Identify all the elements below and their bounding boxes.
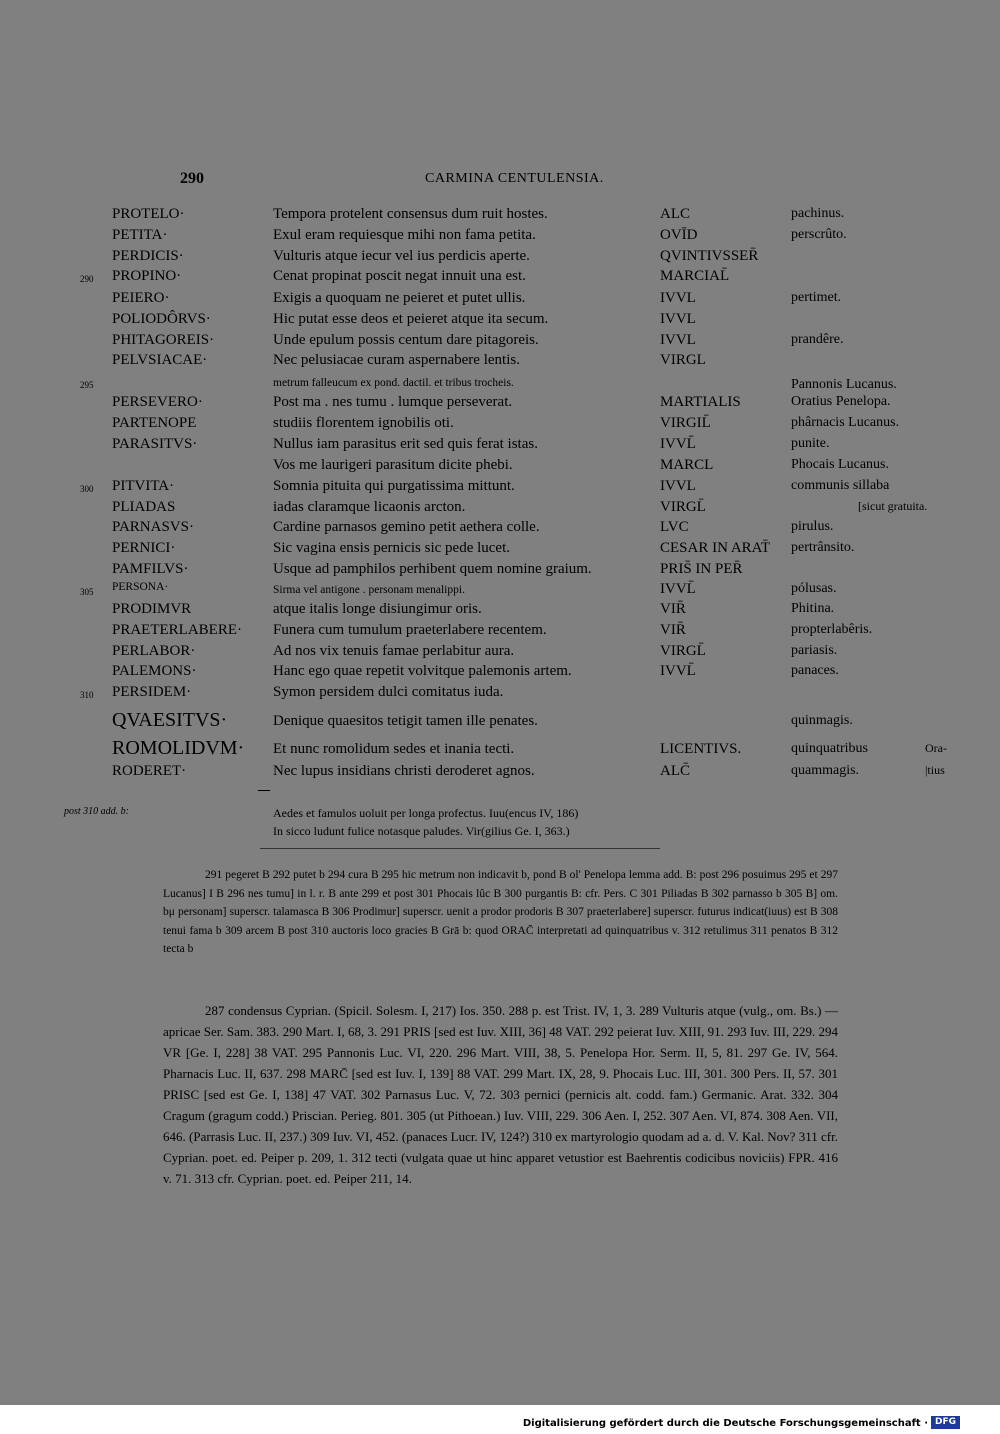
verse-text: Nullus iam parasitus erit sed quis ferat istas. [273, 436, 538, 452]
source-attribution: IVVL̄ [660, 663, 696, 679]
dfg-logo: DFG [931, 1416, 960, 1429]
verse-row [0, 519, 1000, 540]
apparatus-variants: 291 pegeret B 292 putet b 294 cura B 295 hic metrum non indicavit b, pond B ol' Penelopa lemma add. B: post 296 posuimus 295 et 297 Lucanus] I B 296 nes tumu] in l. r. B ante 299 et post 301 Phocais lûc B 300 purgantis B: cfr. Pers. C 301 Piliadas B 302 parnasso b 305 B] om. bμ personam] superscr. talamasca B 306 Prodimur] superscr. uenit a prodor prodoris B 307 praeterlabere] superscr. futurus indicat(iuus) est B 308 tenui fama b 309 arcem B post 310 auctoris loco gracies B Grā b: quod ORAC̄ interpretati ad quinquatribus v. 312 retulimus 311 penatos B 312 tecta b [163, 869, 838, 956]
verse-text: Nec pelusiacae curam aspernabere lentis. [273, 352, 520, 368]
gloss: quinquatribus [791, 741, 868, 756]
verse-row [0, 601, 1000, 622]
gloss: prandêre. [791, 332, 844, 347]
verse-row [0, 763, 1000, 784]
gloss: pertimet. [791, 290, 842, 305]
verse-text: Hic putat esse deos et peieret atque ita secum. [273, 311, 549, 327]
verse-row [0, 206, 1000, 227]
verse-text: Vos me laurigeri parasitum dicite phebi. [273, 457, 513, 473]
verse-row [0, 478, 1000, 499]
line-number: 310 [80, 690, 94, 700]
verse-row [0, 352, 1000, 373]
verse-text: Cenat propinat poscit negat innuit una est. [273, 268, 526, 284]
verse-text: metrum falleucum ex pond. dactil. et tribus trocheis. [273, 377, 514, 389]
verse-row [0, 561, 1000, 582]
source-attribution: IVVL̄ [660, 436, 696, 452]
addendum-line: In sicco ludunt fulice notasque paludes. Vir(gilius Ge. I, 363.) [273, 824, 570, 838]
source-attribution: CESAR IN ARAT̄ [660, 540, 771, 556]
lemma: ROMOLIDVM· [112, 737, 245, 759]
verse-text: iadas claramque licaonis arcton. [273, 499, 466, 515]
verse-text: Sirma vel antigone . personam menalippi. [273, 584, 465, 596]
verse-row [0, 663, 1000, 684]
lemma: PEIERO· [112, 290, 170, 306]
verse-row [0, 540, 1000, 561]
lemma: PETITA· [112, 227, 168, 243]
source-attribution: MARCL [660, 457, 714, 473]
gloss: panaces. [791, 663, 839, 678]
source-attribution: ALC̄ [660, 763, 690, 779]
verse-text: Tempora protelent consensus dum ruit hostes. [273, 206, 548, 222]
source-attribution: MARTIALIS [660, 394, 741, 410]
lemma: PITVITA· [112, 478, 175, 494]
lemma: PAMFILVS· [112, 561, 189, 577]
source-attribution: VIRGL̄ [660, 499, 706, 515]
verse-row [0, 268, 1000, 289]
gloss: punite. [791, 436, 830, 451]
verse-row [0, 643, 1000, 664]
verse-text: Symon persidem dulci comitatus iuda. [273, 684, 504, 700]
footer-text: Digitalisierung gefördert durch die Deutsche Forschungsgemeinschaft · [522, 1418, 928, 1429]
lemma: PELVSIACAE· [112, 352, 208, 368]
lemma: RODERET· [112, 763, 187, 779]
source-attribution: IVVL [660, 332, 696, 348]
verse-row [0, 436, 1000, 457]
source-attribution: IVVL [660, 290, 696, 306]
gloss: pariasis. [791, 643, 838, 658]
separator-rule [260, 848, 660, 849]
lemma: PRAETERLABERE· [112, 622, 242, 638]
gloss: Phocais Lucanus. [791, 457, 889, 472]
gloss-continuation: Ora- [925, 741, 947, 755]
gloss-continuation: |tius [925, 763, 945, 777]
gloss: Oratius Penelopa. [791, 394, 891, 409]
verse-text: Unde epulum possis centum dare pitagoreis. [273, 332, 539, 348]
line-number: 295 [80, 380, 94, 390]
gloss: communis sillaba [791, 478, 890, 493]
source-attribution: VIRGIL̄ [660, 415, 711, 431]
gloss: Phitina. [791, 601, 835, 616]
separator-dash [258, 790, 270, 791]
verse-row [0, 457, 1000, 478]
source-attribution: VIR̄ [660, 622, 686, 638]
source-attribution: MARCIAL̄ [660, 268, 730, 284]
lemma: PALEMONS· [112, 663, 197, 679]
gloss-continuation: [sicut gratuita. [858, 499, 928, 513]
source-attribution: IVVL [660, 478, 696, 494]
verse-text: atque italis longe disiungimur oris. [273, 601, 482, 617]
gloss: Pannonis Lucanus. [791, 377, 897, 392]
verse-text: studiis florentem ignobilis oti. [273, 415, 454, 431]
page-number: 290 [180, 170, 204, 187]
lemma: PERSIDEM· [112, 684, 192, 700]
verse-row [0, 290, 1000, 311]
source-attribution: IVVL̄ [660, 581, 696, 597]
verse-row [0, 394, 1000, 415]
verse-row [0, 248, 1000, 269]
gloss: quinmagis. [791, 713, 853, 728]
verse-row [0, 581, 1000, 602]
source-attribution: VIRGL [660, 352, 706, 368]
verse-text: Cardine parnasos gemino petit aethera colle. [273, 519, 540, 535]
verse-text: Nec lupus insidians christi deroderet agnos. [273, 763, 535, 779]
apparatus-sources: 287 condensus Cyprian. (Spicil. Solesm. I, 217) Ios. 350. 288 p. est Trist. IV, 1, 3. 289 Vulturis atque (vulg., om. Bs.) — apricae Ser. Sam. 383. 290 Mart. I, 68, 3. 291 PRIS [sed est Iuv. XIII, 36] 48 VAT. 292 peierat Iuv. XIII, 91. 293 Iuv. III, 229. 294 VR [Ge. I, 228] 38 VAT. 295 Pannonis Luc. VI, 220. 296 Mart. VIII, 38, 5. Penelopa Hor. Serm. II, 5, 81. 297 Ge. IV, 564. Pharnacis Luc. II, 637. 298 MARC̄ [sed est Iuv. I, 139] 88 VAT. 299 Mart. IX, 28, 9. Phocais Luc. III, 301. 300 Pers. II, 57. 301 PRISC [sed est Ge. I, 138] 47 VAT. 302 Parnasus Luc. V, 72. 303 pernici (pernicis alt. codd. fam.) Germanic. Arat. 332. 304 Cragum (gragum codd.) Priscian. Perieg. 801. 305 (ut Pithoean.) Iuv. VIII, 229. 306 Aen. I, 252. 307 Aen. VI, 874. 308 Aen. VII, 646. (Parrasis Luc. II, 237.) 309 Iuv. VI, 452. (panaces Lucr. IV, 124?) 310 ex martyrologio quodam ad a. d. V. Kal. Nov? 311 cfr. Cyprian. poet. ed. Peiper p. 209, 1. 312 tecti (vulgata quae ut hinc apparet vetustior est Baehrentis codicibus noviciis) FPR. 416 v. 71. 313 cfr. Cyprian. poet. ed. Peiper 211, 14. [163, 1003, 838, 1186]
lemma: PARNASVS· [112, 519, 194, 535]
lemma: PARASITVS· [112, 436, 198, 452]
line-number: 305 [80, 587, 94, 597]
verse-text: Post ma . nes tumu . lumque perseverat. [273, 394, 513, 410]
gloss: pertrânsito. [791, 540, 855, 555]
verse-row [0, 415, 1000, 436]
verse-text: Sic vagina ensis pernicis sic pede lucet. [273, 540, 511, 556]
verse-text: Exigis a quoquam ne peieret et putet ullis. [273, 290, 526, 306]
verse-row [0, 499, 1000, 520]
verse-row [0, 374, 1000, 395]
verse-text: Vulturis atque iecur vel ius perdicis aperte. [273, 248, 530, 264]
verse-text: Denique quaesitos tetigit tamen ille penates. [273, 713, 538, 729]
lemma: PARTENOPE [112, 415, 197, 431]
source-attribution: LVC [660, 519, 689, 535]
verse-row [0, 311, 1000, 332]
source-attribution: VIR̄ [660, 601, 686, 617]
gloss: quammagis. [791, 763, 860, 778]
verse-text: Exul eram requiesque mihi non fama petita. [273, 227, 536, 243]
gloss: perscrûto. [791, 227, 847, 242]
lemma: PERSEVERO· [112, 394, 203, 410]
verse-text: Usque ad pamphilos perhibent quem nomine graium. [273, 561, 592, 577]
lemma: PROPINO· [112, 268, 182, 284]
verse-text: Et nunc romolidum sedes et inania tecti. [273, 741, 515, 757]
lemma: PROTELO· [112, 206, 185, 222]
lemma: PRODIMVR [112, 601, 192, 617]
lemma: QVAESITVS· [112, 709, 228, 731]
verse-text: Funera cum tumulum praeterlabere recentem. [273, 622, 547, 638]
gloss: pólusas. [791, 581, 837, 596]
source-attribution: VIRGL̄ [660, 643, 706, 659]
gloss: phârnacis Lucanus. [791, 415, 900, 430]
lemma: POLIODÔRVS· [112, 311, 211, 327]
verse-text: Hanc ego quae repetit volvitque palemonis artem. [273, 663, 572, 679]
lemma: PHITAGOREIS· [112, 332, 215, 348]
verse-row [0, 684, 1000, 705]
source-attribution: LICENTIVS. [660, 741, 742, 757]
lemma: PERNICI· [112, 540, 176, 556]
gloss: pirulus. [791, 519, 834, 534]
verse-row [0, 737, 1000, 762]
source-attribution: PRIS̄ IN PER̄ [660, 561, 743, 577]
addendum-line: Aedes et famulos uoluit per longa profectus. Iuu(encus IV, 186) [273, 806, 579, 820]
gloss: propterlabêris. [791, 622, 873, 637]
lemma: PERDICIS· [112, 248, 184, 264]
verse-row [0, 227, 1000, 248]
source-attribution: ALC [660, 206, 690, 222]
verse-text: Ad nos vix tenuis famae perlabitur aura. [273, 643, 515, 659]
verse-text: Somnia pituita qui purgatissima mittunt. [273, 478, 515, 494]
lemma: PLIADAS [112, 499, 176, 515]
line-number: 300 [80, 484, 94, 494]
gloss: pachinus. [791, 206, 845, 221]
lemma: PERLABOR· [112, 643, 196, 659]
source-attribution: IVVL [660, 311, 696, 327]
source-attribution: QVINTIVSSER̄ [660, 248, 759, 264]
addendum-label: post 310 add. b: [64, 806, 129, 817]
verse-row [0, 332, 1000, 353]
source-attribution: OVĪD [660, 227, 698, 243]
lemma: PERSONA· [112, 581, 169, 593]
verse-row [0, 622, 1000, 643]
line-number: 290 [80, 274, 94, 284]
running-title: CARMINA CENTULENSIA. [425, 171, 604, 186]
verse-row [0, 709, 1000, 734]
